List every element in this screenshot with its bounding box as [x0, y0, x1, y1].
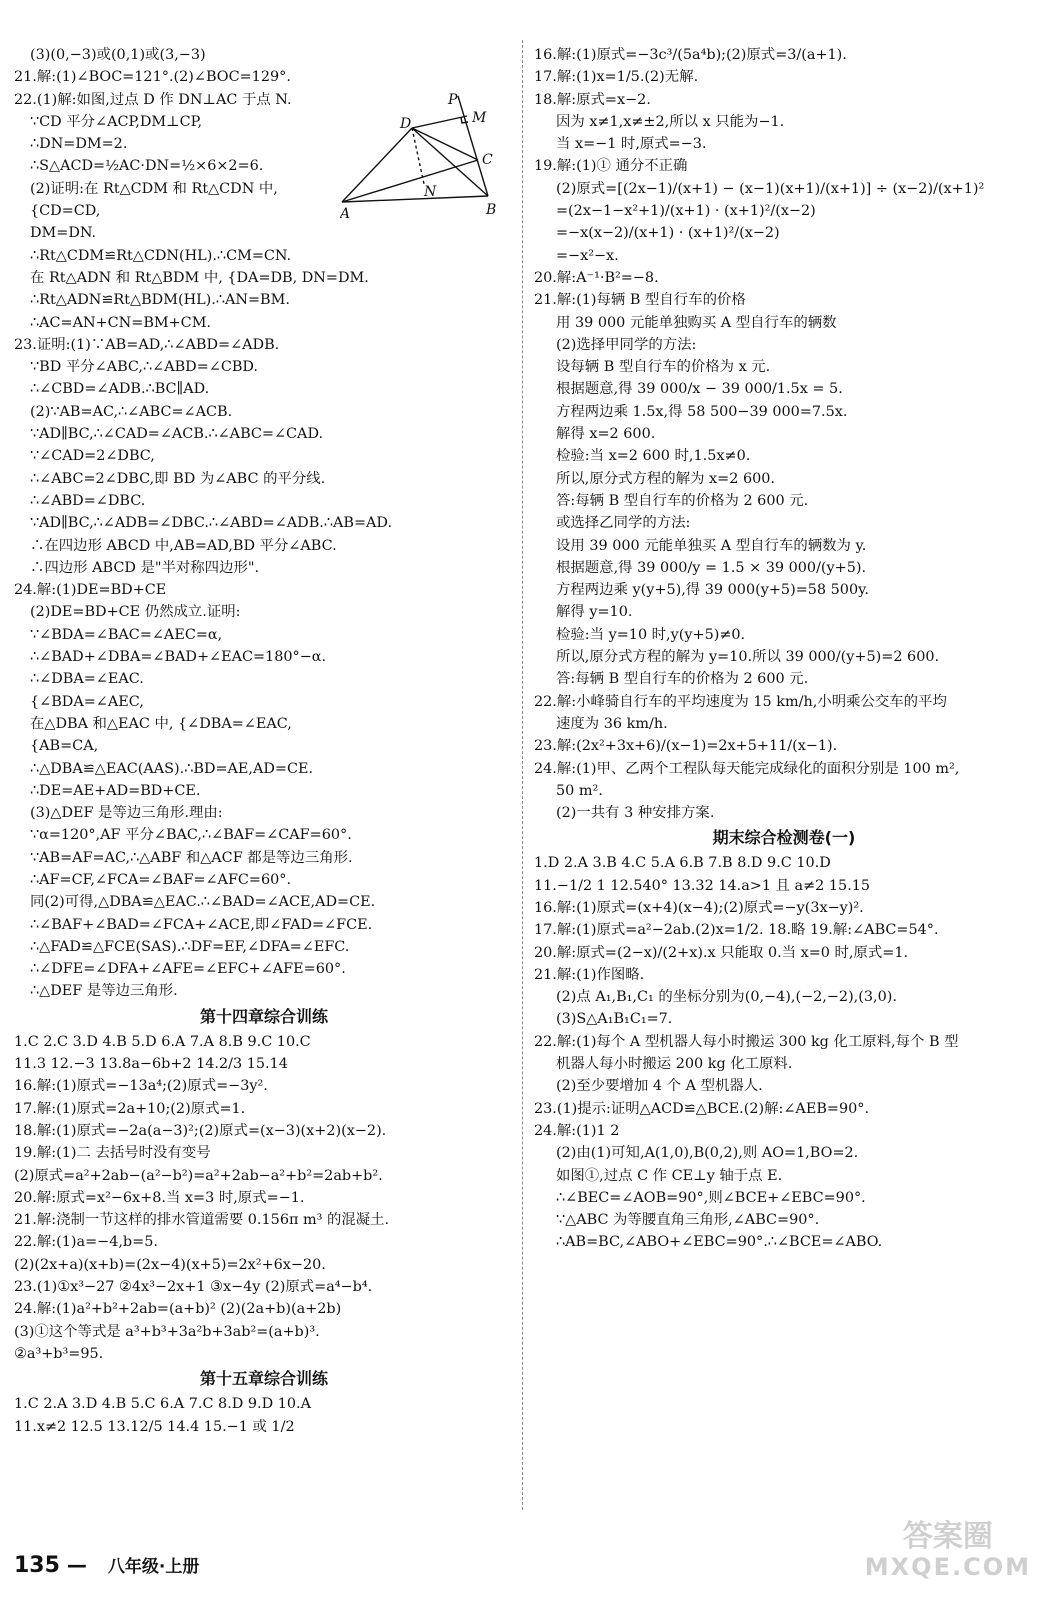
final-answer-line: (2)由(1)可知,A(1,0),B(0,2),则 AO=1,BO=2. [556, 1145, 859, 1162]
right-answer-line: 设用 39 000 元能单独买 A 型自行车的辆数为 y. [556, 537, 867, 554]
page-number: 135 [14, 1553, 60, 1578]
segment-ab [342, 196, 488, 202]
left-answer-line: (2)DE=BD+CE 仍然成立.证明: [30, 604, 241, 621]
final-answer-line: 23.(1)提示:证明△ACD≌△BCE.(2)解:∠AEB=90°. [534, 1100, 870, 1117]
left-answer-line: 24.解:(1)DE=BD+CE [14, 582, 167, 599]
right-answer-line: (2)一共有 3 种安排方案. [556, 805, 715, 822]
left-answer-line: ∴△DBA≌△EAC(AAS).∴BD=AE,AD=CE. [30, 760, 314, 777]
left-answer-line: ∵BD 平分∠ABC,∴∠ABD=∠CBD. [30, 359, 259, 376]
left-column [14, 44, 514, 1438]
page-footer [14, 1552, 199, 1578]
left-answer-line: ∴△DEF 是等边三角形. [30, 983, 178, 1000]
left-answer-line: (2)∵AB=AC,∴∠ABC=∠ACB. [30, 403, 233, 420]
right-answer-line: 17.解:(1)x=1/5.(2)无解. [534, 69, 699, 86]
left-answer-line: ∴Rt△ADN≌Rt△BDM(HL).∴AN=BM. [30, 292, 290, 309]
final-answer-line: 24.解:(1)1 2 [534, 1122, 620, 1139]
left-answer-line: {CD=CD, [30, 203, 101, 220]
left-answer-line: 同(2)可得,△DBA≌△EAC.∴∠BAD=∠ACE,AD=CE. [30, 894, 376, 911]
ch14-answer-lines [14, 1031, 514, 1365]
right-answer-line: 设每辆 B 型自行车的价格为 x 元. [556, 359, 771, 376]
right-answer-line: =(2x−1−x²+1)/(x+1) · (x+1)²/(x−2) [556, 203, 816, 220]
right-answer-line: 所以,原分式方程的解为 y=10.所以 39 000/(y+5)=2 600. [556, 649, 940, 666]
column-divider [522, 40, 523, 1510]
label-m: M [472, 110, 487, 126]
right-answer-line: 24.解:(1)甲、乙两个工程队每天能完成绿化的面积分别是 100 m², [534, 760, 960, 777]
segment-dc [412, 128, 478, 160]
right-answer-line: 答:每辆 B 型自行车的价格为 2 600 元. [556, 671, 809, 688]
ch14-answer-line: (2)原式=a²+2ab−(a²−b²)=a²+2ab−a²+b²=2ab+b². [14, 1167, 383, 1184]
left-answer-line: {∠BDA=∠AEC, [30, 693, 144, 710]
left-answer-line: ∵AD∥BC,∴∠ADB=∠DBC.∴∠ABD=∠ADB.∴AB=AD. [30, 515, 393, 532]
right-answer-line: 检验:当 x=2 600 时,1.5x≠0. [556, 448, 751, 465]
right-answer-line: 根据题意,得 39 000/y = 1.5 × 39 000/(y+5). [556, 559, 867, 576]
right-answer-line: 解得 x=2 600. [556, 426, 656, 443]
left-answer-line: ∴∠DBA=∠EAC. [30, 671, 144, 688]
ch14-answer-line: 21.解:浇制一节这样的排水管道需要 0.156π m³ 的混凝土. [14, 1212, 390, 1229]
ch15-answer-line: 11.x≠2 12.5 13.12/5 14.4 15.−1 或 1/2 [14, 1418, 295, 1435]
right-answer-line: 21.解:(1)每辆 B 型自行车的价格 [534, 292, 746, 309]
left-answer-line: ∵AB=AF=AC,∴△ABF 和△ACF 都是等边三角形. [30, 849, 353, 866]
right-answer-line: 16.解:(1)原式=−3c³/(5a⁴b);(2)原式=3/(a+1). [534, 47, 847, 63]
left-answer-line: 在△DBA 和△EAC 中, {∠DBA=∠EAC, [30, 715, 292, 732]
left-answer-line: ∵AD∥BC,∴∠CAD=∠ACB.∴∠ABC=∠CAD. [30, 426, 324, 443]
ch14-answer-line: 1.C 2.C 3.D 4.B 5.D 6.A 7.A 8.B 9.C 10.C [14, 1033, 311, 1050]
right-answer-line: 20.解:A⁻¹·B²=−8. [534, 269, 659, 286]
right-answer-line: 22.解:小峰骑自行车的平均速度为 15 km/h,小明乘公交车的平均 [534, 693, 947, 710]
ch15-answer-lines [14, 1393, 514, 1438]
final-answer-line: (2)至少要增加 4 个 A 型机器人. [556, 1078, 763, 1095]
section-title-ch15: 第十五章综合训练 [199, 1369, 328, 1389]
left-answer-line: ∵CD 平分∠ACP,DM⊥CP, [30, 113, 203, 130]
final-answer-line: (3)S△A₁B₁C₁=7. [556, 1011, 673, 1028]
right-answer-line: 解得 y=10. [556, 604, 633, 621]
final-answer-line: 1.D 2.A 3.B 4.C 5.A 6.B 7.B 8.D 9.C 10.D [534, 855, 831, 872]
right-answer-line: 50 m². [556, 782, 603, 799]
right-answer-line: 18.解:原式=x−2. [534, 91, 651, 108]
final-answer-line: 16.解:(1)原式=(x+4)(x−4);(2)原式=−y(3x−y)². [534, 899, 864, 916]
left-answer-line: ∴∠ABC=2∠DBC,即 BD 为∠ABC 的平分线. [30, 470, 326, 487]
right-answer-line: 方程两边乘 1.5x,得 58 500−39 000=7.5x. [556, 403, 848, 420]
label-d: D [400, 116, 412, 132]
ch14-answer-line: 17.解:(1)原式=2a+10;(2)原式=1. [14, 1100, 246, 1117]
final-answer-line: 机器人每小时搬运 200 kg 化工原料. [556, 1056, 793, 1073]
left-answer-line: ∴S△ACD=½AC·DN=½×6×2=6. [30, 158, 264, 175]
final-answer-line: 20.解:原式=(2−x)/(2+x).x 只能取 0.当 x=0 时,原式=1. [534, 944, 909, 961]
left-answer-line: ∴∠BAF+∠BAD=∠FCA+∠ACE,即∠FAD=∠FCE. [30, 916, 373, 933]
left-answer-line: 21.解:(1)∠BOC=121°.(2)∠BOC=129°. [14, 69, 291, 86]
left-answer-line: ∴DN=DM=2. [30, 136, 128, 153]
left-answer-line: (2)证明:在 Rt△CDM 和 Rt△CDN 中, [30, 180, 278, 197]
left-answer-line: ∴∠ABD=∠DBC. [30, 492, 146, 509]
final-answer-line: ∵△ABC 为等腰直角三角形,∠ABC=90°. [556, 1212, 820, 1229]
right-answer-line: 方程两边乘 y(y+5),得 39 000(y+5)=58 500y. [556, 582, 869, 599]
right-answer-line: 因为 x≠1,x≠±2,所以 x 只能为−1. [556, 113, 785, 130]
left-answer-line: 23.证明:(1)∵AB=AD,∴∠ABD=∠ADB. [14, 336, 280, 353]
right-answer-line: =−x(x−2)/(x+1) · (x+1)²/(x−2) [556, 225, 780, 242]
ch14-answer-line: (2)(2x+a)(x+b)=(2x−4)(x+5)=2x²+6x−20. [14, 1256, 326, 1273]
left-answer-line: ∴∠BAD+∠DBA=∠BAD+∠EAC=180°−α. [30, 649, 327, 666]
ch14-answer-line: (3)①这个等式是 a³+b³+3a²b+3ab²=(a+b)³. [14, 1323, 320, 1340]
watermark-line1: 答案圈 [902, 1519, 993, 1554]
grade-label: 八年级·上册 [107, 1557, 200, 1577]
right-answer-line: 23.解:(2x²+3x+6)/(x−1)=2x+5+11/(x−1). [534, 738, 838, 755]
right-answer-line: 用 39 000 元能单独购买 A 型自行车的辆数 [556, 314, 837, 331]
ch14-answer-line: 24.解:(1)a²+b²+2ab=(a+b)² (2)(2a+b)(a+2b) [14, 1301, 342, 1318]
watermark-logo [864, 1519, 1031, 1582]
ch14-answer-line: 18.解:(1)原式=−2a(a−3)²;(2)原式=(x−3)(x+2)(x−2). [14, 1122, 387, 1139]
segment-dm [412, 116, 467, 128]
left-answer-line: ∴∠CBD=∠ADB.∴BC∥AD. [30, 381, 210, 398]
right-answer-line: 速度为 36 km/h. [556, 715, 668, 732]
triangle-figure [340, 92, 510, 222]
right-answer-line: 所以,原分式方程的解为 x=2 600. [556, 470, 776, 487]
right-answer-line: 检验:当 y=10 时,y(y+5)≠0. [556, 626, 746, 643]
label-p: P [448, 92, 458, 108]
left-answer-line: ∴△FAD≌△FCE(SAS).∴DF=EF,∠DFA=∠EFC. [30, 938, 350, 955]
left-answer-line: ∴AC=AN+CN=BM+CM. [30, 314, 212, 331]
left-answer-line: 在 Rt△ADN 和 Rt△BDM 中, {DA=DB, DN=DM. [30, 269, 369, 286]
final-answer-line: 17.解:(1)原式=a²−2ab.(2)x=1/2. 18.略 19.解:∠ABC=54°. [534, 922, 939, 939]
watermark-line2: MXQE.COM [864, 1553, 1031, 1581]
left-answer-line: ∴四边形 ABCD 是"半对称四边形". [30, 559, 260, 576]
right-answer-lines [534, 44, 1034, 824]
label-c: C [482, 152, 493, 168]
left-answer-line: {AB=CA, [30, 738, 99, 755]
ch14-answer-line: 11.3 12.−3 13.8a−6b+2 14.2/3 15.14 [14, 1056, 288, 1073]
right-answer-line: 19.解:(1)① 通分不正确 [534, 158, 688, 175]
final-answer-line: 21.解:(1)作图略. [534, 966, 645, 983]
left-answer-line: ∵∠BDA=∠BAC=∠AEC=α, [30, 626, 223, 643]
ch14-answer-line: ②a³+b³=95. [14, 1345, 104, 1362]
ch14-answer-line: 19.解:(1)二 去括号时没有变号 [14, 1145, 211, 1162]
right-answer-line: 或选择乙同学的方法: [556, 515, 691, 532]
ch14-answer-line: 16.解:(1)原式=−13a⁴;(2)原式=−3y². [14, 1078, 268, 1095]
right-column [534, 44, 1034, 1254]
section-title-final: 期末综合检测卷(一) [712, 828, 856, 848]
right-answer-line: 答:每辆 B 型自行车的价格为 2 600 元. [556, 492, 809, 509]
ch14-answer-line: 22.解:(1)a=−4,b=5. [14, 1234, 158, 1251]
right-answer-line: 当 x=−1 时,原式=−3. [556, 136, 707, 153]
final-answer-line: 如图①,过点 C 作 CE⊥y 轴于点 E. [556, 1167, 783, 1184]
label-a: A [340, 206, 351, 222]
right-answer-line: 根据题意,得 39 000/x − 39 000/1.5x = 5. [556, 381, 843, 398]
left-answer-line: ∴AF=CF,∠FCA=∠BAF=∠AFC=60°. [30, 871, 292, 888]
final-answer-line: (2)点 A₁,B₁,C₁ 的坐标分别为(0,−4),(−2,−2),(3,0). [556, 989, 897, 1006]
left-answer-line: ∴Rt△CDM≌Rt△CDN(HL).∴CM=CN. [30, 247, 292, 264]
left-answer-line: 22.(1)解:如图,过点 D 作 DN⊥AC 于点 N. [14, 91, 292, 108]
right-answer-line: (2)原式=[(2x−1)/(x+1) − (x−1)(x+1)/(x+1)] ÷ (x−2)/(x+1)² [556, 180, 985, 197]
left-answer-line: ∵α=120°,AF 平分∠BAC,∴∠BAF=∠CAF=60°. [30, 827, 352, 844]
left-answer-line: DM=DN. [30, 225, 97, 242]
final-answer-line: ∴∠BEC=∠AOB=90°,则∠BCE+∠EBC=90°. [556, 1189, 866, 1206]
right-answer-line: (2)选择甲同学的方法: [556, 336, 697, 353]
ch14-answer-line: 23.(1)①x³−27 ②4x³−2x+1 ③x−4y (2)原式=a⁴−b⁴. [14, 1279, 373, 1296]
section-title-ch14: 第十四章综合训练 [199, 1006, 328, 1026]
label-b: B [486, 202, 497, 218]
left-answer-line: (3)△DEF 是等边三角形.理由: [30, 805, 223, 822]
ch14-answer-line: 20.解:原式=x²−6x+8.当 x=3 时,原式=−1. [14, 1189, 305, 1206]
final-answer-line: 22.解:(1)每个 A 型机器人每小时搬运 300 kg 化工原料,每个 B 型 [534, 1033, 959, 1050]
left-answer-line: (3)(0,−3)或(0,1)或(3,−3) [30, 47, 206, 63]
final-answer-line: 11.−1/2 1 12.540° 13.32 14.a>1 且 a≠2 15.15 [534, 877, 871, 894]
final-answer-lines [534, 852, 1034, 1253]
left-answer-line: ∴∠DFE=∠DFA+∠AFE=∠EFC+∠AFE=60°. [30, 961, 346, 978]
left-answer-line: ∵∠CAD=2∠DBC, [30, 448, 155, 465]
label-n: N [424, 184, 437, 200]
footer-dash: — [66, 1553, 87, 1577]
left-answer-line: ∴在四边形 ABCD 中,AB=AD,BD 平分∠ABC. [30, 537, 337, 554]
right-answer-line: =−x²−x. [556, 247, 619, 264]
final-answer-line: ∴AB=BC,∠ABO+∠EBC=90°.∴∠BCE=∠ABO. [556, 1234, 883, 1251]
ch15-answer-line: 1.C 2.A 3.D 4.B 5.C 6.A 7.C 8.D 9.D 10.A [14, 1396, 312, 1413]
left-answer-line: ∴DE=AE+AD=BD+CE. [30, 782, 201, 799]
